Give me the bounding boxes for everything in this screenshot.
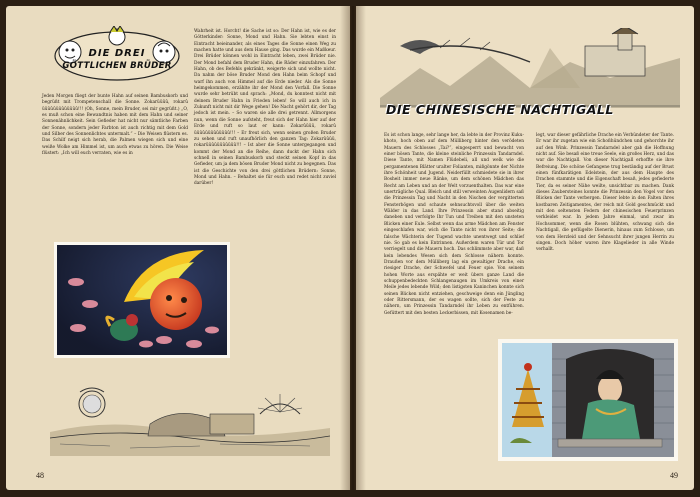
left-page	[6, 6, 350, 490]
left-title-vignette	[52, 26, 182, 82]
left-title-line1: DIE DREI	[88, 48, 146, 59]
right-column-2-text: legt, war dieser gefährliche Drache ein Verbündeter der Tante. Er war ihr zugetan wie ein Schoßhündchen und gehorchte ihr auf den Wink. Prinzessin Tandarndel aber gab die Hoffnung nicht auf. Sie besaß eine treue Seele, ein großes Herz, und das war die Nachtigall. Von dieser Nachtigall erhoffte sie ihre Befreiung. Die schöne Gefangene trug beständig auf der Brust einen fünfkarätigen Edelstein, der aus dem Haupte des Drachen stammte und die Eigenschaft besaß, jedes gefiederte Tier, da es seiner Nähe weilte, unsichtbar zu machen. Dank dieses Zaubersteines konnte die Prinzessin den Vogel vor den Blicken der Tante verbergen. Dieser lebte in den Falten ihres kostbaren Zeitigamentes, der reich mit Gold geschmückt und mit den seltensten Federn der chinesischen Feuerprinzen verkleidet war. In jedem Jahre einmal, und zwar im Hochsommer, wenn die Rosen blühten, schwang sich die Nachtigall, die geflügelte Dienerin, hinaus zum Schlosse, um von dem Herzleid und der Sehnsucht ihrer jungen Herrin zu singen. Doch höher waren ihre Klagelieder in alle Winde verhallt.	[536, 133, 674, 253]
right-column-1-text: Es ist schon lange, sehr lange her, da lebte in der Provinz Kuku-khoto, hoch oben auf dem Mülliberg hinter den verödeten Mauern des Schlosses „Tai?“, eingesperrt und bewacht von einer bösen Tante, die kleine steinliche Prinzessin Tandarndel. Diese Tante, mit Namen Flüdebeli, all und welk wie die pergamentenen Blätter uralter Folianten, mißgönnte der Nichte ihre Schönheit und Jugend. Neiderfüllt schmiedete sie in ihrer Bosheit immer neue Ränke, um dem schönen Mädchen das Recht am Leben und an der Welt vorzuenthalten. Das war eine unerträgliche Qual. Bleich und still verweinten Augenlidern saß die Prinzessin Tag und Nacht in den Nischen der vergitterten Fensterbögen und schaute sehnsuchtsvoll über die weiten Wälder in das Land. Ihre Prinzessin aber stand abseitig daneben und verfolgte Ihr Tun und Treiben mit den unsteten Blicken einer Eule. Selbst wenn das arme Mädchen am Fenster eingeschlafen war, wich die Tante nicht von ihrer Seite; die falsche Wächterin der Tugend wachte unentwegt und schlief nie. So gab es kein Entrinnen. Außerdem waren Tür und Tor verriegelt und die Mauern hoch. Das schlimmste aber war, daß kein lebendes Wesen sich dem Schlosse nähern konnte. Draußen vor dem Mülliberg lag ein gewaltiger Drache, ein riesiger Drache, der Schwefel und Feuer spie. Von seinem hohen Worte aus erspähte er weit übers ganze Land die schuppenbedeckten Schlangenaugen im Umkreis von einer Meile jedes lebende Wild; den listigsten Kaninchen konnte sich seinen Blicken nicht entziehen, geschweige denn ein Jüngling oder Rittersmann, der es wagen sollte, sich der Feste zu nähern, um Prinzessin Tandarndel ihr Leben zu entführen. Gefüttert mit den besten Leckerbissen, mit Kosenamen be-	[384, 133, 525, 316]
sun-rooster-illustration	[54, 242, 230, 358]
right-page	[356, 6, 694, 490]
castle-dragon-engraving	[380, 28, 680, 108]
right-page-number: 49	[670, 471, 678, 480]
left-column-1-text: Jeden Morgen fliegt der bunte Hahn auf seinen Bambuskorb und begrüßt mit Trompetenschall die Sonne. Zokarûûûû, rokarû ûûûûûûûûûûûûû!!! (Oh, Sonne, mein Bruder, sei mir gegrüßt.) „O, es muß schon eine Bewandtnis haben mit dem Hahn und seiner Sonnenähnlichkeit. Sein Gefieder hat nicht nur sämtliche Farben der Sonne, sondern jeder Farbton ist auch richtig mit dem Gold und Silber des Sonnenlichtes untermalt.“ – Die Weisen flüstern es. Das Schilf neigt sich herab, die Palmen wiegen sich und eine weiße Wolke am Himmel ist, um auch etwas zu hören. Die Weise flüstert: „Ich will euch verraten, wie es in	[42, 94, 188, 157]
left-page-column-1	[42, 94, 188, 232]
right-title: DIE CHINESISCHE NACHTIGALL	[386, 102, 614, 117]
castle	[585, 46, 645, 76]
landscape-engraving	[50, 374, 330, 456]
princess-window-illustration	[498, 339, 678, 461]
princess	[598, 375, 622, 403]
left-column-2-text: Wahrheit ist. Horcht! die Sache ist so: Der Hahn ist, wie es der Götterkinder: Sonne, Mond und Hahn. Sie lebten einst in Eintracht beieinander, als eines Tages die Sonne einen Weg zu machen hatte und aus dem Hause ging. Das wurde ein Maßkeur. Drei Brüder können wohl in Eintracht leben, zwei Brüder nie. Der Mond befahl dem Bruder Hahn, die Räder einzufahren. Der Hahn, ob des Befehls gekränkt, weigerte sich und wollte nicht. Da nahm der böse Bruder Mond den Hahn beim Schopf und warf ihn auch von Himmel auf die Erde nieder. Als die Sonne heimgekommen, erzählte ihr der Mond den Vorfall. Die Sonne wurde sehr betrübt und sprach: „Mond, du konntest nicht mit deinem Bruder Hahn in Frieden leben! So will auch ich in Zukunft nicht mit dir Wege gehen! Die Nacht gehört dir, der Tag jedoch ist mein. – So waren sie alle drei getrennt. Allmorgens nun, wenn die Sonne aufsteht, freut sich der Hahn hier auf der Erde und ruft so laut er kann: Zokarûûûû, rokarû ûûûûûûûûûûûûû!!! – Er freut sich, wenn seinen großen Bruder zu sehen und ruft unaufhörlich den ganzen Tag: Zokarûûûû, rokarûûûûûûûûûûû!!! – Ist aber die Sonne untergegangen und kommt der Mond an die Reihe, dann duckt der Hahn sich schnell in seinen Bambuskorb und steckt seinen Kopf in das Gefieder, um ja dem bösen Bruder Mond nicht zu begegnen. Das ist die Geschichte von den drei göttlichen Brüdern: Sonne, Mond und Hahn. – Behaltet sie für euch und redet nicht zuviel darüber!	[194, 29, 336, 187]
right-page-column-2	[536, 133, 674, 329]
sun-face	[150, 278, 202, 330]
left-page-number: 48	[36, 471, 44, 480]
book-gutter	[340, 6, 366, 490]
left-title-line2: GÖTTLICHEN BRÜDER	[62, 61, 172, 71]
